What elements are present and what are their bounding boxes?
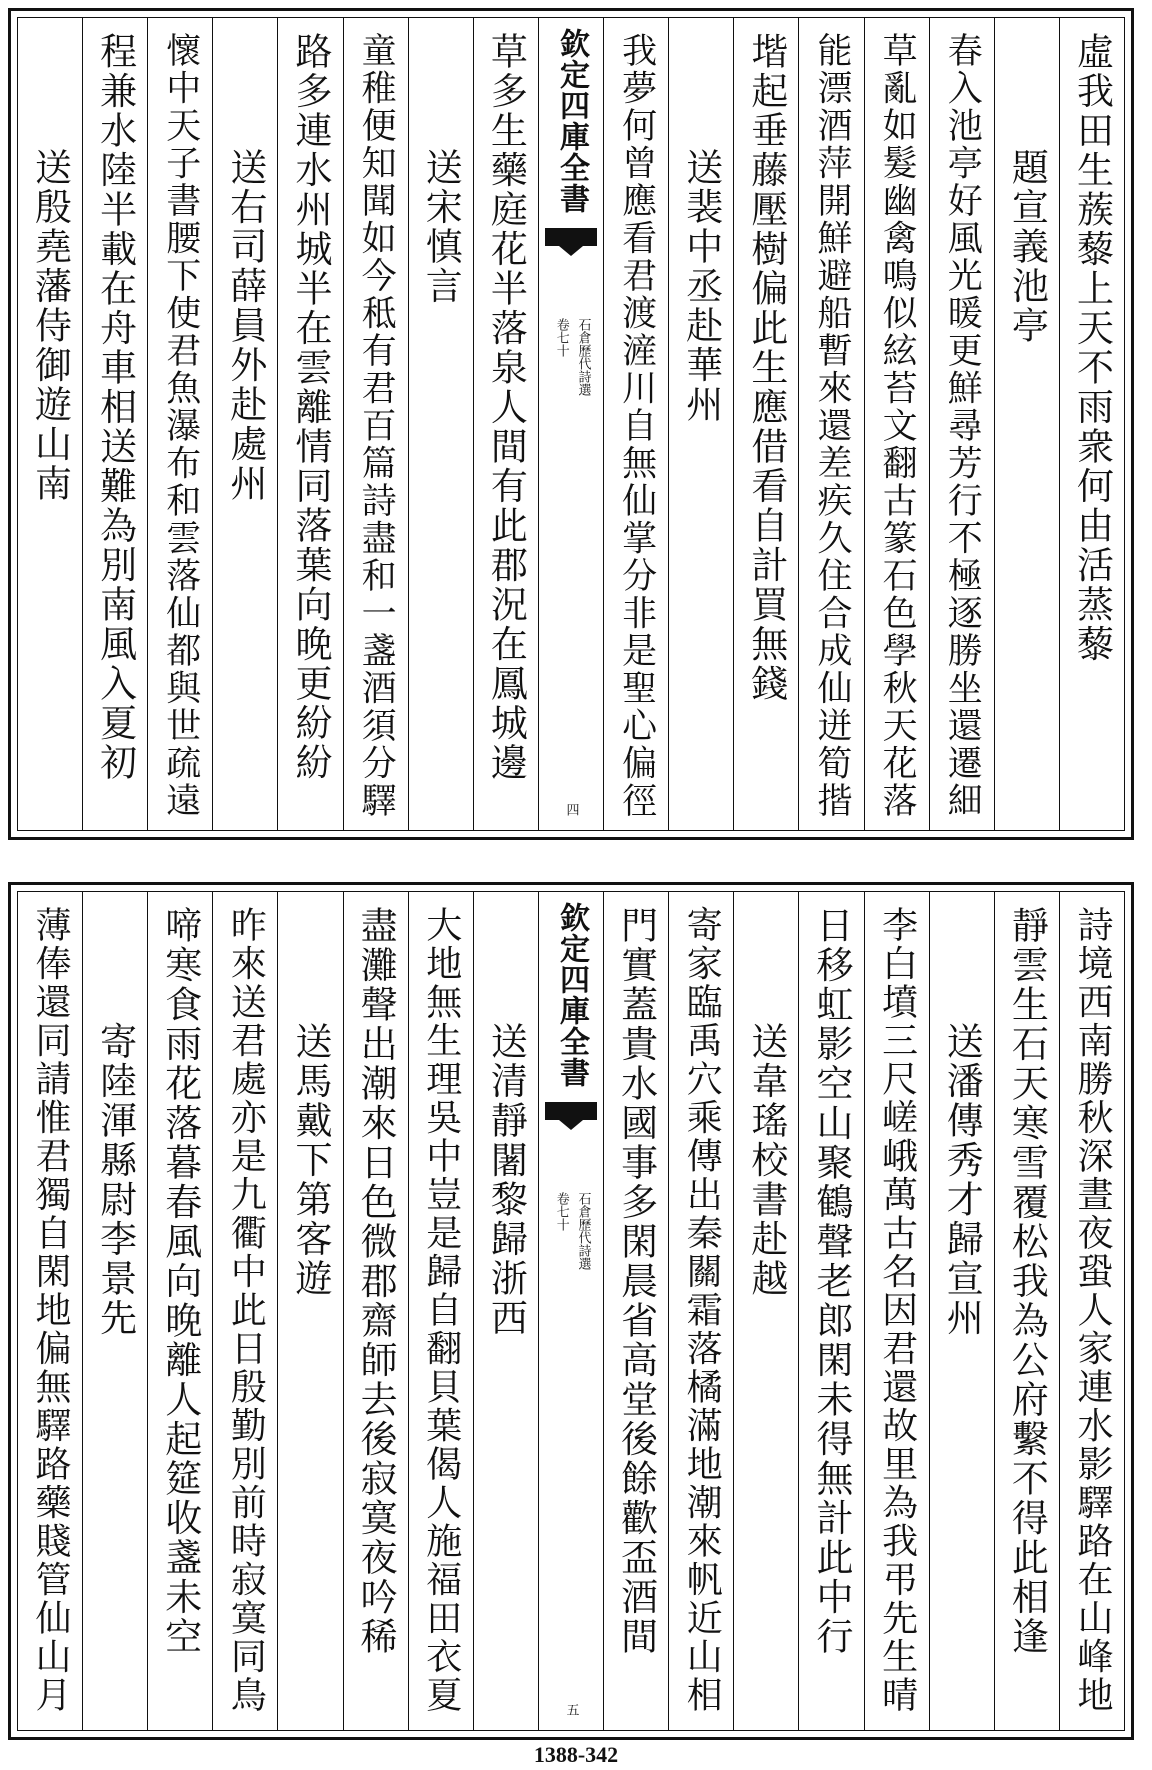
poem-title-column bbox=[82, 892, 147, 1730]
poem-title: 送裴中丞赴華州 bbox=[679, 148, 723, 425]
top-text-columns bbox=[18, 18, 1124, 830]
poem-title-column bbox=[408, 18, 473, 830]
poem-line: 詩境西南勝秋深晝夜蛩人家連水影驛路在山峰地 bbox=[1071, 906, 1113, 1715]
text-column bbox=[929, 18, 994, 830]
text-column bbox=[603, 892, 668, 1730]
text-column bbox=[798, 892, 863, 1730]
bottom-text-columns bbox=[18, 892, 1124, 1730]
poem-line: 啼寒食雨花落暮春風向晚離人起筵收盞未空 bbox=[158, 906, 202, 1657]
poem-line: 童稚便知聞如今秪有君百篇詩盡和一盞酒須分驛 bbox=[356, 32, 397, 820]
poem-line: 懷中天子書腰下使君魚瀑布和雲落仙都與世疏遠 bbox=[160, 32, 201, 820]
poem-line: 春入池亭好風光暖更鮮尋芳行不極逐勝坐還遷細 bbox=[942, 32, 983, 820]
text-column bbox=[18, 892, 82, 1730]
poem-title-column bbox=[929, 892, 994, 1730]
book-title: 石倉歷代詩選 bbox=[575, 318, 591, 396]
poem-title-column bbox=[212, 18, 277, 830]
poem-title: 送潘傳秀才歸宣州 bbox=[940, 1022, 984, 1338]
poem-title: 送韋瑤校書赴越 bbox=[744, 1022, 788, 1299]
library-title: 欽定四庫全書 bbox=[553, 902, 589, 1088]
poem-title-column bbox=[668, 18, 733, 830]
fish-tail-mark bbox=[545, 228, 597, 246]
center-gutter bbox=[538, 892, 603, 1730]
text-column bbox=[668, 892, 733, 1730]
poem-line: 我夢何曾應看君渡滻川自無仙掌分非是聖心偏徑 bbox=[616, 32, 657, 820]
text-column bbox=[994, 892, 1059, 1730]
poem-line: 日移虹影空山聚鶴聲老郎閑未得無計此中行 bbox=[809, 906, 853, 1657]
poem-title: 送馬戴下第客遊 bbox=[288, 1022, 332, 1299]
poem-line: 草多生藥庭花半落泉人間有此郡況在鳳城邊 bbox=[484, 32, 528, 783]
poem-line: 昨來送君處亦是九衢中此日殷勤別前時寂寞同鳥 bbox=[225, 906, 267, 1715]
center-gutter bbox=[538, 18, 603, 830]
poem-title: 送右司薛員外赴處州 bbox=[223, 148, 267, 504]
text-column bbox=[603, 18, 668, 830]
text-column bbox=[864, 18, 929, 830]
poem-line: 草亂如髮幽禽鳴似絃苔文翻古篆石色學秋天花落 bbox=[877, 32, 918, 820]
text-column bbox=[277, 18, 342, 830]
poem-line: 程兼水陸半載在舟車相送難為別南風入夏初 bbox=[93, 32, 137, 783]
bottom-page-panel bbox=[8, 882, 1134, 1740]
text-column bbox=[343, 18, 408, 830]
text-column bbox=[1059, 18, 1124, 830]
poem-title: 送宋慎言 bbox=[419, 148, 463, 306]
poem-line: 門實蓋貴水國事多閑晨省高堂後餘歡盃酒間 bbox=[614, 906, 658, 1657]
poem-title-column bbox=[473, 892, 538, 1730]
poem-title-column bbox=[733, 892, 798, 1730]
leaf-number: 四 bbox=[563, 803, 579, 816]
poem-line: 靜雲生石天寒雪覆松我為公府繫不得此相逢 bbox=[1005, 906, 1049, 1657]
poem-title-column bbox=[277, 892, 342, 1730]
text-column bbox=[343, 892, 408, 1730]
text-column bbox=[147, 18, 212, 830]
text-column bbox=[798, 18, 863, 830]
top-page-panel bbox=[8, 8, 1134, 840]
page-number: 1388-342 bbox=[533, 1742, 619, 1767]
text-column bbox=[147, 892, 212, 1730]
text-column bbox=[733, 18, 798, 830]
poem-title: 送殷堯藩侍御遊山南 bbox=[28, 148, 72, 504]
poem-line: 能漂酒萍開鮮避船暫來還差疾久住合成仙迸筍揩 bbox=[811, 32, 852, 820]
poem-line: 李白墳三尺嵯峨萬古名因君還故里為我弔先生晴 bbox=[876, 906, 918, 1715]
poem-line: 盡灘聲出潮來日色微郡齋師去後寂寞夜吟稀 bbox=[354, 906, 398, 1657]
text-column bbox=[473, 18, 538, 830]
volume-label: 卷七十 bbox=[553, 1192, 569, 1231]
poem-title: 題宣義池亭 bbox=[1005, 148, 1049, 346]
poem-title-column bbox=[18, 18, 82, 830]
poem-title: 寄陸渾縣尉李景先 bbox=[93, 1022, 137, 1338]
top-page-frame bbox=[17, 17, 1125, 831]
text-column bbox=[864, 892, 929, 1730]
text-column bbox=[408, 892, 473, 1730]
poem-line: 虛我田生蔟藜上天不雨衆何由活蒸藜 bbox=[1070, 32, 1114, 664]
text-column bbox=[1059, 892, 1124, 1730]
poem-line: 大地無生理吳中豈是歸自翻貝葉偈人施福田衣夏 bbox=[420, 906, 462, 1715]
poem-title: 送清靜闍黎歸浙西 bbox=[484, 1022, 528, 1338]
fish-tail-mark bbox=[545, 1102, 597, 1120]
book-title: 石倉歷代詩選 bbox=[575, 1192, 591, 1270]
poem-line: 堦起垂藤壓樹偏此生應借看自計買無錢 bbox=[744, 32, 788, 704]
bottom-page-frame bbox=[17, 891, 1125, 1731]
text-column bbox=[82, 18, 147, 830]
poem-line: 寄家臨禹穴乘傳出秦關霜落橘滿地潮來帆近山相 bbox=[681, 906, 723, 1715]
poem-line: 薄俸還同請惟君獨自閑地偏無驛路藥賤管仙山月 bbox=[29, 906, 71, 1715]
leaf-number: 五 bbox=[563, 1703, 579, 1716]
poem-title-column bbox=[994, 18, 1059, 830]
poem-line: 路多連水州城半在雲離情同落葉向晚更紛紛 bbox=[288, 32, 332, 783]
library-title: 欽定四庫全書 bbox=[553, 28, 589, 214]
text-column bbox=[212, 892, 277, 1730]
volume-label: 卷七十 bbox=[553, 318, 569, 357]
